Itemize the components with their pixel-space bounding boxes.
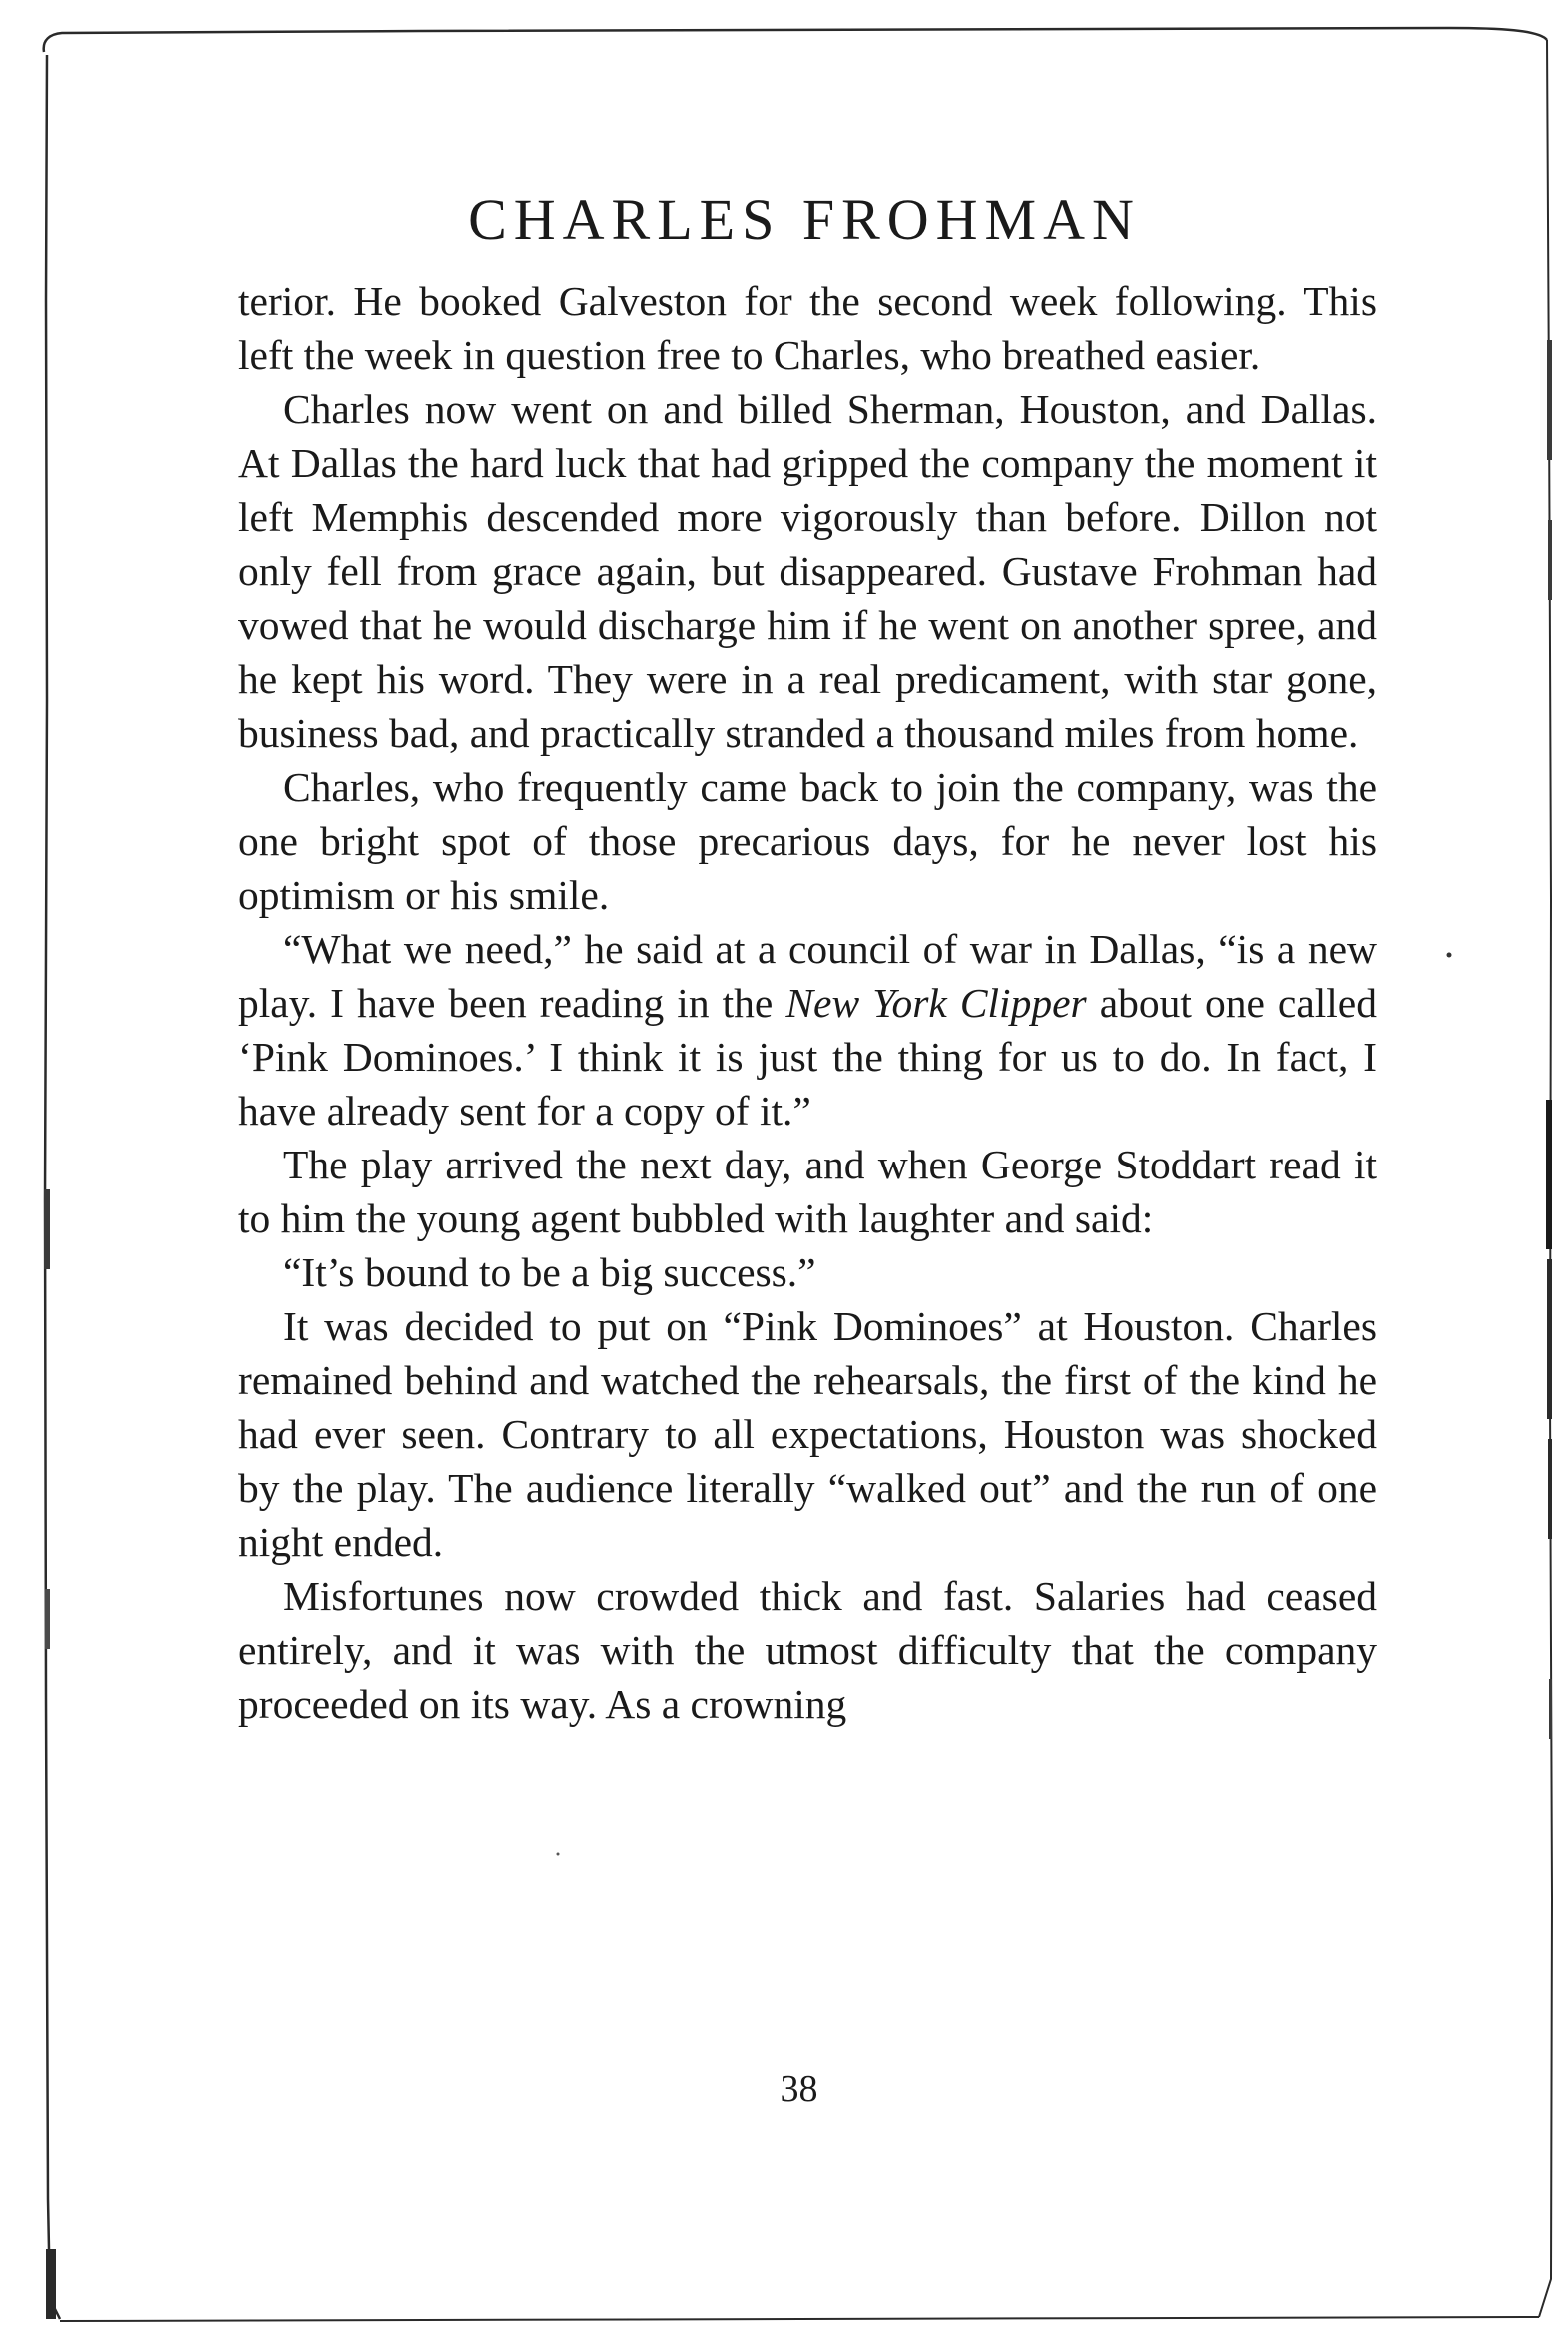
text-run: about one called ‘Pink Dominoes.’ I think it is just the thing for us to do. In fact, I have already sent for a copy of it.” — [238, 980, 1377, 1134]
paragraph — [238, 760, 1377, 922]
text-run: It was decided to put on “Pink Dominoes” at Houston. Charles remained behind and watched the rehearsals, the first of the kind he had ever seen. Contrary to all expectations, Houston was shocked by the play. The audience literally “walked out” and the run of one night ended. — [238, 1303, 1377, 1565]
paragraph — [238, 1569, 1377, 1731]
paragraph — [238, 274, 1377, 382]
text-run: terior. He booked Galveston for the second week following. This left the week in question free to Charles, who breathed easier. — [238, 278, 1377, 378]
paragraph — [238, 1299, 1377, 1569]
italic-title: New York Clipper — [785, 980, 1087, 1026]
running-head: CHARLES FROHMAN — [468, 187, 1141, 252]
paragraph — [238, 922, 1377, 1138]
body-text — [238, 274, 1377, 1731]
paragraph — [238, 1138, 1377, 1245]
paragraph — [238, 382, 1377, 760]
text-run: “What we need,” he said at a council of war in Dallas, “is a new play. I have been reading in the — [238, 926, 1377, 1026]
text-run: Charles now went on and billed Sherman, Houston, and Dallas. At Dallas the hard luck that had gripped the company the moment it left Memphis descended more vigorously than before. Dillon not only fell from grace again, but disappeared. Gustave Frohman had vowed that he would discharge him if he went on another spree, and he kept his word. They were in a real predicament, with star gone, business bad, and practically stranded a thousand miles from home. — [238, 386, 1377, 756]
text-run: The play arrived the next day, and when George Stoddart read it to him the young agent bubbled with laughter and said: — [238, 1142, 1377, 1241]
page-number: 38 — [780, 2068, 818, 2110]
text-run: Misfortunes now crowded thick and fast. Salaries had ceased entirely, and it was with the utmost difficulty that the company proceeded on its way. As a crowning — [238, 1573, 1377, 1727]
text-run: “It’s bound to be a big success.” — [283, 1249, 816, 1295]
text-run: Charles, who frequently came back to join the company, was the one bright spot of those precarious days, for he never lost his optimism or his smile. — [238, 764, 1377, 918]
paragraph — [238, 1245, 1377, 1299]
